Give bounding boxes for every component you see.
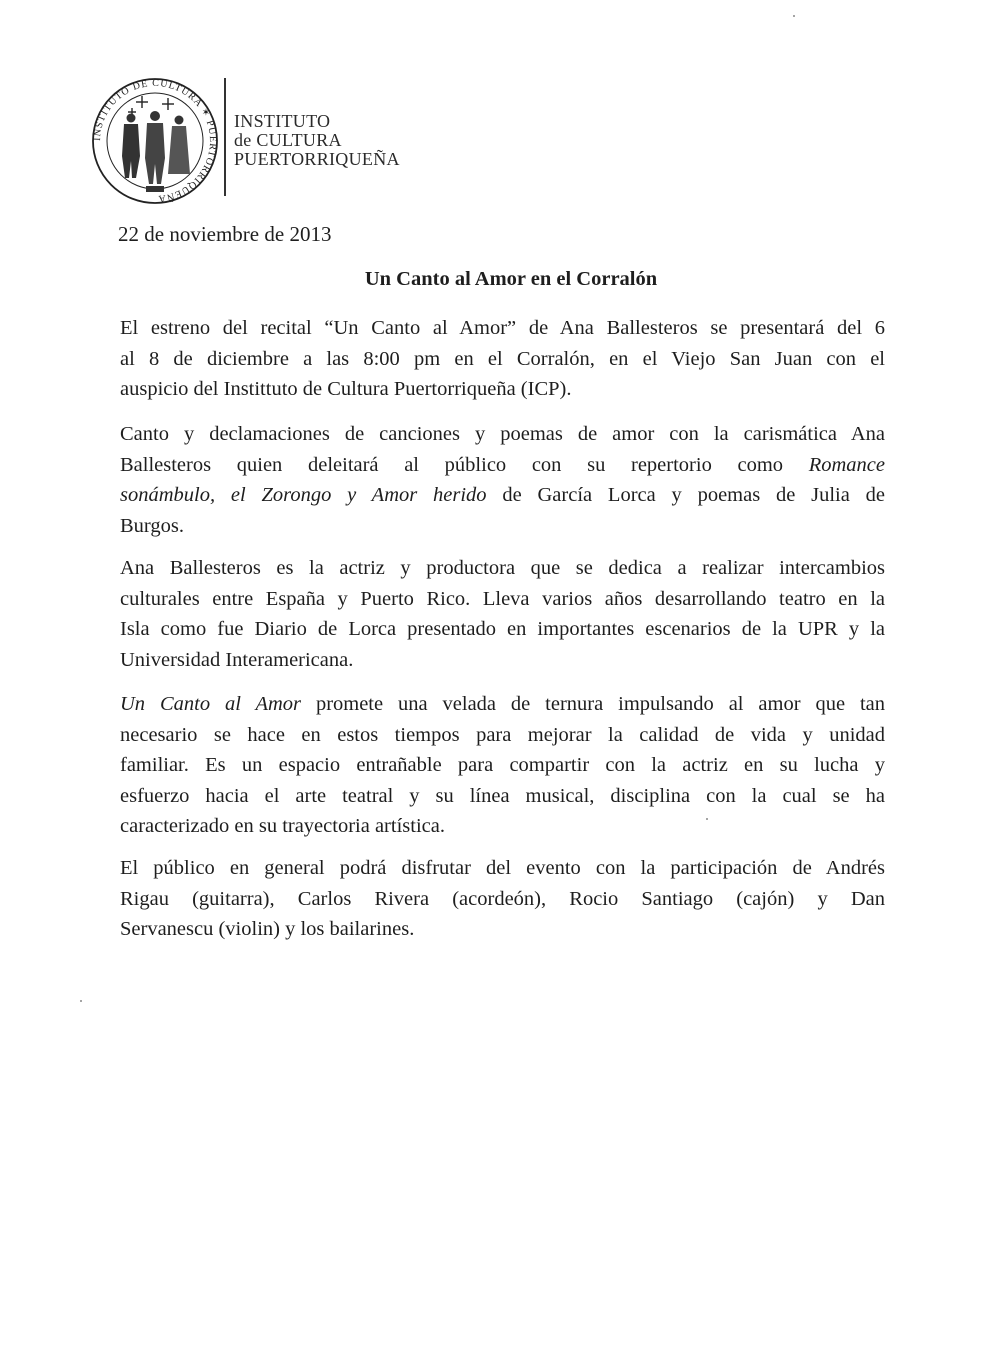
paragraph-4 bbox=[120, 689, 885, 842]
paragraph-line: El estreno del recital “Un Canto al Amor” de Ana Ballesteros se presentará del 6 bbox=[120, 317, 885, 339]
paragraph-line: auspicio del Instittuto de Cultura Puertorriqueña (ICP). bbox=[120, 378, 572, 400]
paragraph-line: Burgos. bbox=[120, 514, 184, 537]
scan-speck bbox=[706, 818, 708, 820]
organization-name bbox=[234, 112, 400, 169]
document-title: Un Canto al Amor en el Corralón bbox=[364, 268, 658, 290]
text-run: de García Lorca y poemas de Julia de bbox=[486, 484, 885, 506]
paragraph-3 bbox=[120, 553, 885, 675]
italic-recital-title: Un Canto al Amor bbox=[120, 693, 302, 715]
svg-text:INSTITUTO DE CULTURA ✶ PUERTOR: INSTITUTO DE CULTURA ✶ PUERTORRIQUEÑA bbox=[91, 77, 219, 205]
paragraph-line: al 8 de diciembre a las 8:00 pm en el Corralón, en el Viejo San Juan con el bbox=[120, 347, 885, 370]
paragraph-line bbox=[120, 689, 885, 720]
text-run: promete una velada de ternura impulsando al amor que tan bbox=[301, 693, 885, 715]
paragraph-line: familiar. Es un espacio entrañable para compartir con la actriz en su lucha y bbox=[120, 754, 885, 776]
paragraph-line: necesario se hace en estos tiempos para mejorar la calidad de vida y unidad bbox=[120, 723, 885, 746]
text-run: Ballesteros quien deleitará al público con su repertorio como bbox=[120, 453, 784, 476]
paragraph-1 bbox=[120, 313, 885, 405]
scan-speck bbox=[793, 15, 795, 17]
document-date: 22 de noviembre de 2013 bbox=[118, 222, 332, 246]
italic-work-titles: sonámbulo, el Zorongo y Amor herido bbox=[120, 484, 487, 506]
org-name-line-1: INSTITUTO bbox=[234, 111, 331, 131]
paragraph-5 bbox=[120, 853, 885, 945]
paragraph-line: Rigau (guitarra), Carlos Rivera (acordeón), Rocio Santiago (cajón) y Dan bbox=[120, 887, 885, 910]
institute-seal-logo bbox=[86, 76, 224, 206]
org-name-line-3: PUERTORRIQUEÑA bbox=[234, 149, 400, 169]
paragraph-line bbox=[120, 450, 885, 481]
org-name-line-2: de CULTURA bbox=[234, 130, 342, 150]
paragraph-line: Isla como fue Diario de Lorca presentado en importantes escenarios de la UPR y la bbox=[120, 618, 885, 640]
paragraph-line: Ana Ballesteros es la actriz y productora que se dedica a realizar intercambios bbox=[120, 557, 885, 579]
paragraph-line: caracterizado en su trayectoria artística. bbox=[120, 815, 445, 837]
paragraph-line: esfuerzo hacia el arte teatral y su línea musical, disciplina con la cual se ha bbox=[120, 784, 885, 807]
paragraph-line: El público en general podrá disfrutar del evento con la participación de Andrés bbox=[120, 857, 885, 879]
paragraph-line: Universidad Interamericana. bbox=[120, 648, 354, 671]
italic-work-title: Romance bbox=[808, 453, 885, 476]
paragraph-line: Servanescu (violin) y los bailarines. bbox=[120, 918, 415, 940]
paragraph-2 bbox=[120, 419, 885, 541]
paragraph-line: culturales entre España y Puerto Rico. Lleva varios años desarrollando teatro en la bbox=[120, 587, 885, 610]
scan-speck bbox=[80, 1000, 82, 1002]
paragraph-line bbox=[120, 480, 885, 511]
header-divider bbox=[224, 78, 226, 196]
paragraph-line: Canto y declamaciones de canciones y poemas de amor con la carismática Ana bbox=[120, 423, 885, 445]
